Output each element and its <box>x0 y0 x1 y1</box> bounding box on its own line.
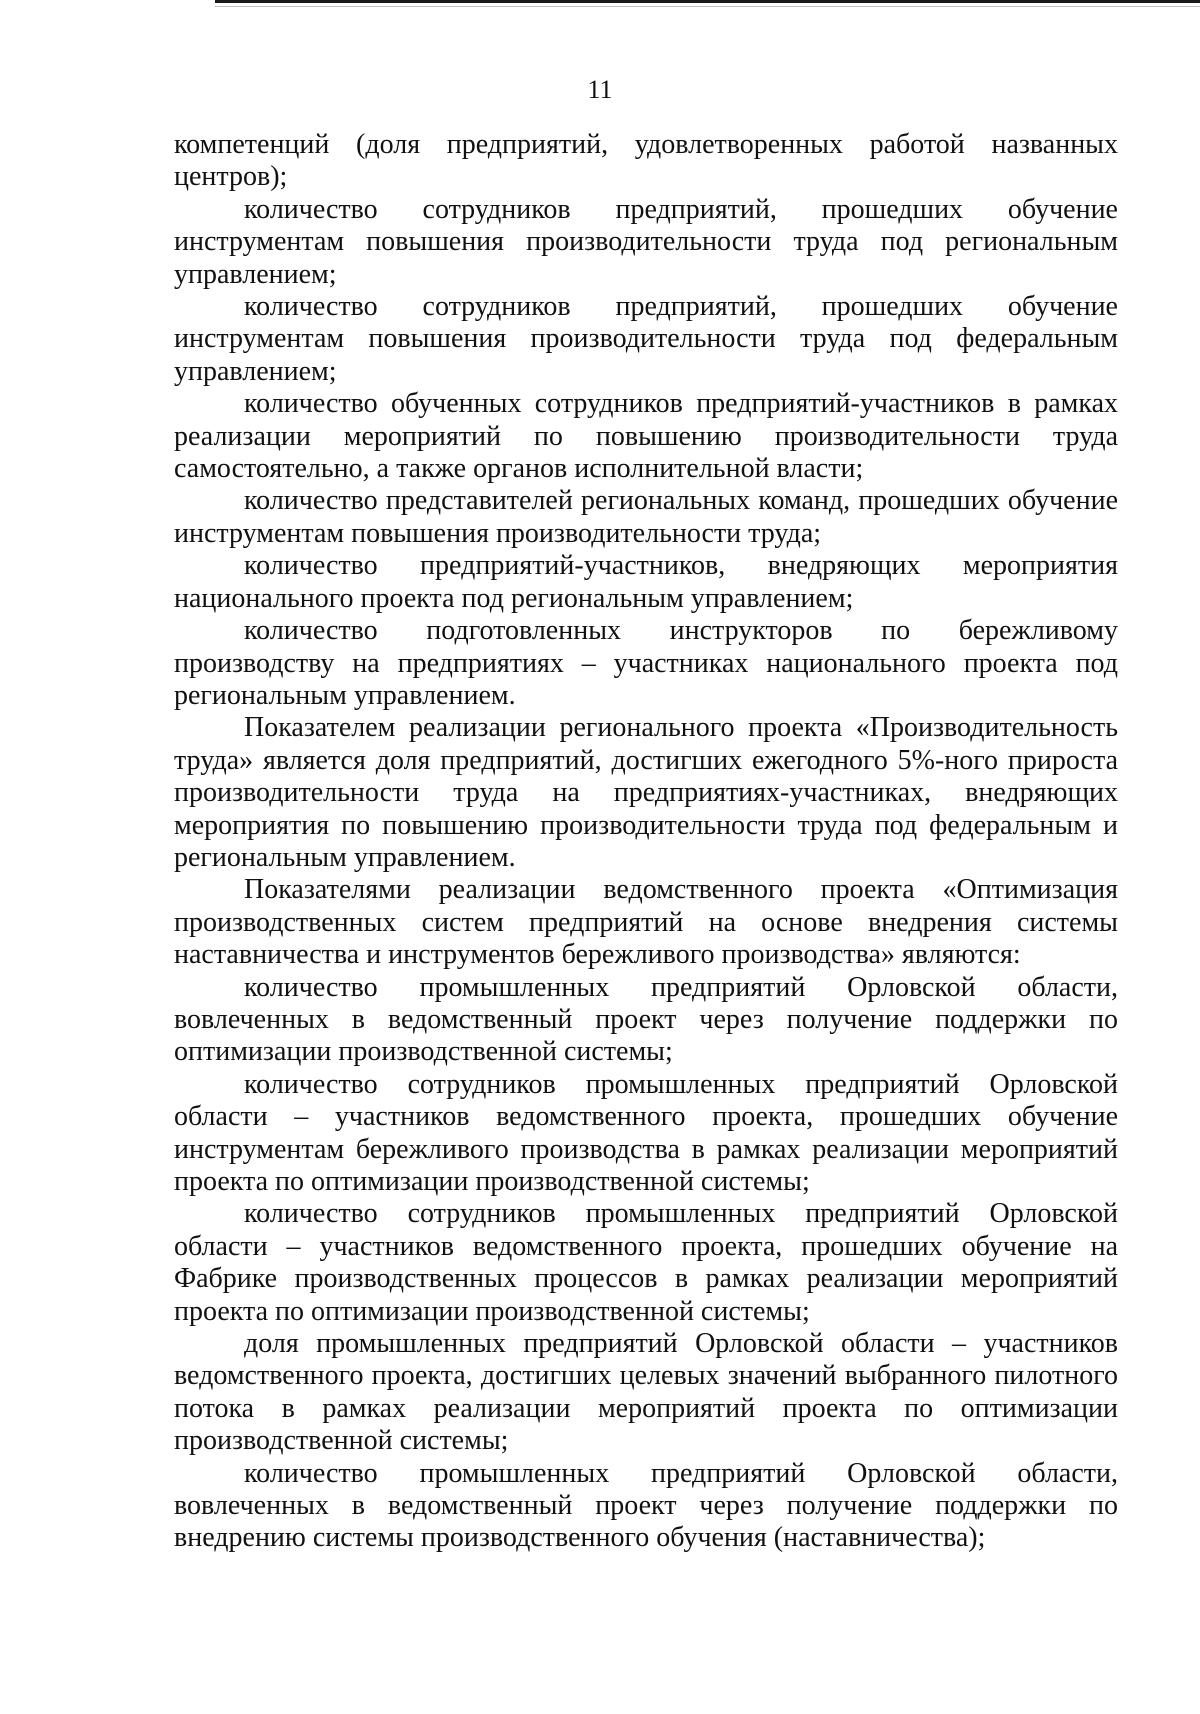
paragraph: количество предприятий-участников, внедряющих мероприятия национального проекта под региональным управлением; <box>174 550 1118 614</box>
paragraph: доля промышленных предприятий Орловской области – участников ведомственного проекта, достигших целевых значений выбранного пилотного потока в рамках реализации мероприятий проекта по оптимизации производственной системы; <box>174 1328 1118 1457</box>
paragraph: количество подготовленных инструкторов по бережливому производству на предприятиях – участниках национального проекта под региональным управлением. <box>174 615 1118 711</box>
paragraph: количество сотрудников предприятий, прошедших обучение инструментам повышения производительности труда под федеральным управлением; <box>174 291 1118 387</box>
paragraph: Показателем реализации регионального проекта «Производительность труда» является доля предприятий, достигших ежегодного 5%-ного прироста производительности труда на предприятиях-участниках, внедряющих мероприятия по повышению производительности труда под федеральным и региональным управлением. <box>174 712 1118 873</box>
paragraph: количество сотрудников предприятий, прошедших обучение инструментам повышения производительности труда под региональным управлением; <box>174 193 1118 290</box>
paragraph: компетенций (доля предприятий, удовлетворенных работой названных центров); <box>174 129 1118 193</box>
paragraph: количество промышленных предприятий Орловской области, вовлеченных в ведомственный проект через получение поддержки по оптимизации производственной системы; <box>174 971 1118 1068</box>
paragraph: количество промышленных предприятий Орловской области, вовлеченных в ведомственный проект через получение поддержки по внедрению системы производственного обучения (наставничества); <box>174 1457 1118 1554</box>
scan-edge-line-faint <box>215 6 1200 7</box>
paragraph: Показателями реализации ведомственного проекта «Оптимизация производственных систем предприятий на основе внедрения системы наставничества и инструментов бережливого производства» являются: <box>174 874 1118 971</box>
paragraph: количество обученных сотрудников предприятий-участников в рамках реализации мероприятий по повышению производительности труда самостоятельно, а также органов исполнительной власти; <box>174 388 1118 485</box>
document-body <box>174 129 1118 1555</box>
paragraph: количество сотрудников промышленных предприятий Орловской области – участников ведомственного проекта, прошедших обучение инструментам бережливого производства в рамках реализации мероприятий проекта по оптимизации производственной системы; <box>174 1068 1118 1197</box>
paragraph: количество сотрудников промышленных предприятий Орловской области – участников ведомственного проекта, прошедших обучение на Фабрике производственных процессов в рамках реализации мероприятий проекта по оптимизации производственной системы; <box>174 1198 1118 1327</box>
paragraph: количество представителей региональных команд, прошедших обучение инструментам повышения производительности труда; <box>174 485 1118 549</box>
scan-edge-line <box>215 0 1200 3</box>
page-number: 11 <box>587 75 613 104</box>
